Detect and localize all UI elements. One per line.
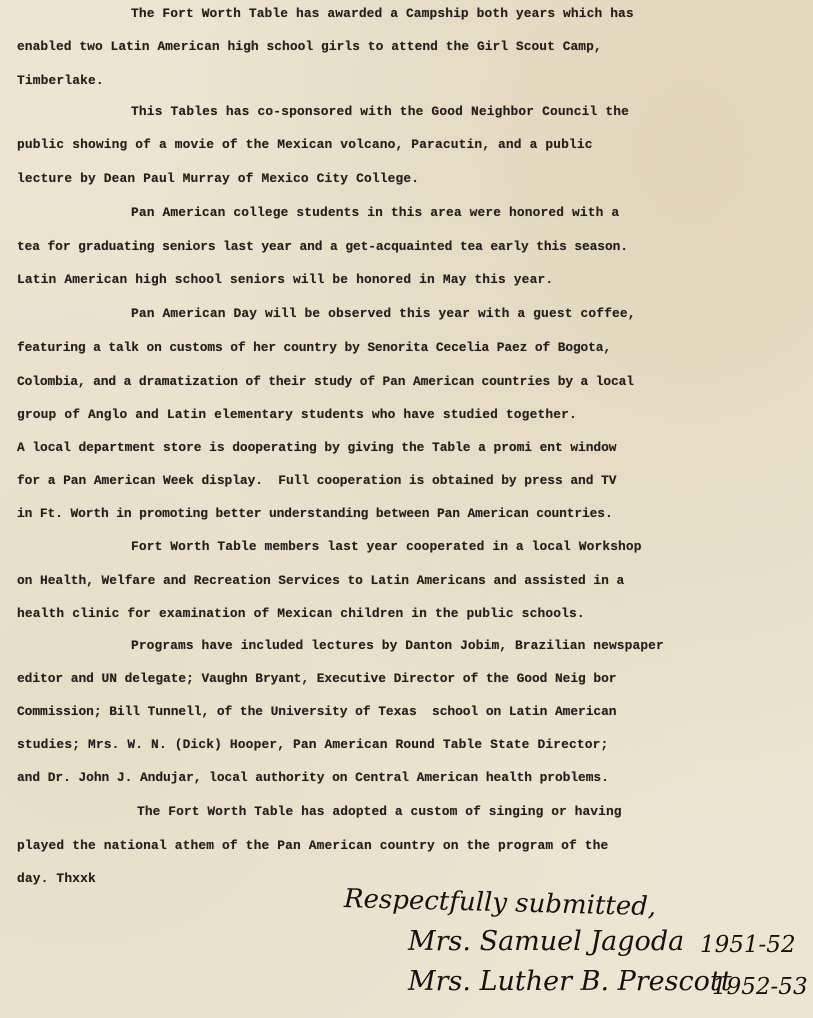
text-line-18: on Health, Welfare and Recreation Services to Latin Americans and assisted in a <box>17 573 625 588</box>
text-line-26: played the national athem of the Pan American country on the program of the <box>17 838 609 853</box>
text-line-8: tea for graduating seniors last year and a get-acquainted tea early this season. <box>17 239 628 254</box>
text-line-12: Colombia, and a dramatization of their study of Pan American countries by a local <box>17 374 634 389</box>
text-line-7: Pan American college students in this area were honored with a <box>131 205 620 220</box>
text-line-22: Commission; Bill Tunnell, of the University of Texas school on Latin American <box>17 704 617 719</box>
signature-name-2: Mrs. Luther B. Prescott <box>408 966 732 997</box>
text-line-5: public showing of a movie of the Mexican volcano, Paracutin, and a public <box>17 137 593 152</box>
text-line-21: editor and UN delegate; Vaughn Bryant, Executive Director of the Good Neig bor <box>17 671 617 686</box>
text-line-10: Pan American Day will be observed this year with a guest coffee, <box>131 306 636 321</box>
signature-year-2: 1952-53 <box>712 974 808 1000</box>
text-line-14: A local department store is dooperating by giving the Table a promi ent window <box>17 440 617 455</box>
text-line-1: The Fort Worth Table has awarded a Campship both years which has <box>131 6 634 21</box>
text-line-11: featuring a talk on customs of her country by Senorita Cecelia Paez of Bogota, <box>17 340 612 355</box>
signature-name-1: Mrs. Samuel Jagoda <box>408 926 685 957</box>
text-line-4: This Tables has co-sponsored with the Good Neighbor Council the <box>131 104 630 119</box>
signature-year-1: 1951-52 <box>700 932 796 958</box>
text-line-6: lecture by Dean Paul Murray of Mexico City College. <box>17 171 420 186</box>
text-line-27: day. Thxxk <box>17 871 96 886</box>
text-line-3: Timberlake. <box>17 73 104 88</box>
text-line-19: health clinic for examination of Mexican children in the public schools. <box>17 606 585 621</box>
text-line-25: The Fort Worth Table has adopted a custom of singing or having <box>137 804 622 819</box>
text-line-16: in Ft. Worth in promoting better understanding between Pan American countries. <box>17 506 613 521</box>
text-line-9: Latin American high school seniors will be honored in May this year. <box>17 272 554 287</box>
text-line-13: group of Anglo and Latin elementary students who have studied together. <box>17 407 577 422</box>
text-line-2: enabled two Latin American high school girls to attend the Girl Scout Camp, <box>17 39 602 54</box>
text-line-24: and Dr. John J. Andujar, local authority on Central American health problems. <box>17 770 609 785</box>
text-line-17: Fort Worth Table members last year cooperated in a local Workshop <box>131 539 642 554</box>
text-line-20: Programs have included lectures by Danton Jobim, Brazilian newspaper <box>131 638 664 653</box>
text-line-23: studies; Mrs. W. N. (Dick) Hooper, Pan American Round Table State Director; <box>17 737 609 752</box>
signature-closing: Respectfully submitted, <box>343 884 657 923</box>
text-line-15: for a Pan American Week display. Full cooperation is obtained by press and TV <box>17 473 617 488</box>
